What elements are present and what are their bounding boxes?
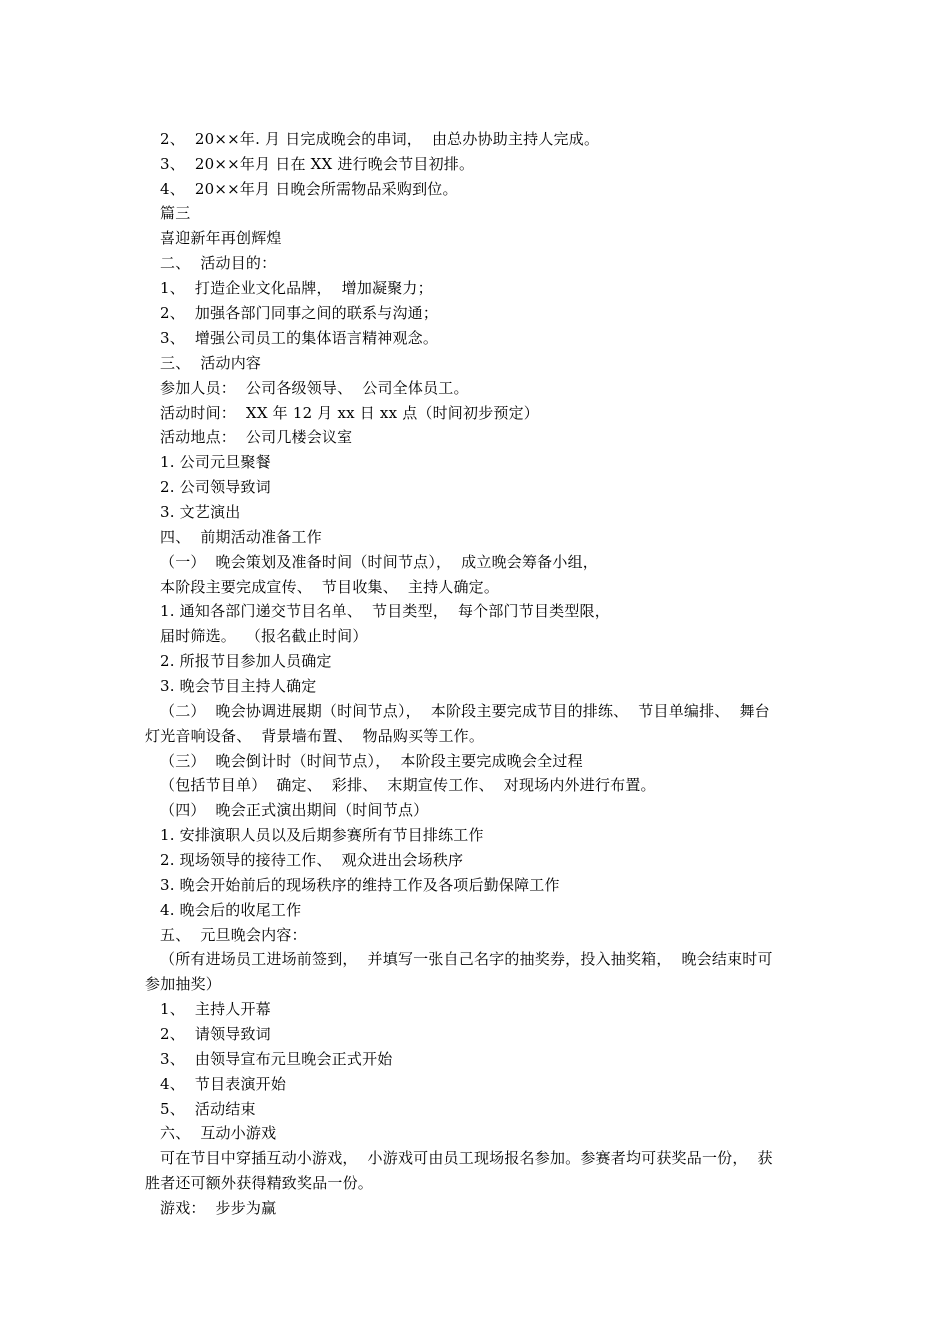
text-line: 胜者还可额外获得精致奖品一份。 bbox=[145, 1174, 374, 1192]
text-line: 可在节目中穿插互动小游戏， 小游戏可由员工现场报名参加。参赛者均可获奖品一份， 获 bbox=[160, 1149, 773, 1167]
section-heading: 五、 元旦晚会内容： bbox=[160, 926, 307, 944]
text-line: 灯光音响设备、 背景墙布置、 物品购买等工作。 bbox=[145, 727, 485, 745]
text-line: 3. 晚会开始前后的现场秩序的维持工作及各项后勤保障工作 bbox=[160, 876, 560, 894]
text-line: 2、 请领导致词 bbox=[160, 1025, 271, 1043]
text-line: （三） 晚会倒计时（时间节点）， 本阶段主要完成晚会全过程 bbox=[160, 752, 583, 770]
text-line: （一） 晚会策划及准备时间（时间节点）， 成立晚会筹备小组， bbox=[160, 553, 598, 571]
text-line: （四） 晚会正式演出期间（时间节点） bbox=[160, 801, 429, 819]
text-line: 本阶段主要完成宣传、 节目收集、 主持人确定。 bbox=[160, 578, 500, 596]
text-line: 1. 安排演职人员以及后期参赛所有节目排练工作 bbox=[160, 826, 484, 844]
text-line: 参加抽奖） bbox=[145, 975, 222, 993]
section-heading: 四、 前期活动准备工作 bbox=[160, 528, 322, 546]
text-line: 2. 所报节目参加人员确定 bbox=[160, 652, 332, 670]
text-line: （包括节目单） 确定、 彩排、 末期宣传工作、 对现场内外进行布置。 bbox=[160, 776, 656, 794]
text-line: （所有进场员工进场前签到， 并填写一张自己名字的抽奖券，投入抽奖箱， 晚会结束时可 bbox=[160, 950, 773, 968]
text-line: 1. 通知各部门递交节目名单、 节目类型， 每个部门节目类型限， bbox=[160, 602, 610, 620]
section-heading: 二、 活动目的： bbox=[160, 254, 277, 272]
text-line: 4. 晚会后的收尾工作 bbox=[160, 901, 302, 919]
text-line: 1、 打造企业文化品牌， 增加凝聚力； bbox=[160, 279, 433, 297]
text-line: 1. 公司元旦聚餐 bbox=[160, 453, 271, 471]
document-title: 喜迎新年再创辉煌 bbox=[160, 229, 282, 247]
section-heading: 篇三 bbox=[160, 204, 191, 222]
section-heading: 三、 活动内容 bbox=[160, 354, 262, 372]
text-line: 5、 活动结束 bbox=[160, 1100, 256, 1118]
text-line: 2. 现场领导的接待工作、 观众进出会场秩序 bbox=[160, 851, 464, 869]
text-line: 2. 公司领导致词 bbox=[160, 478, 271, 496]
text-line: 2、 加强各部门同事之间的联系与沟通； bbox=[160, 304, 439, 322]
text-line: 3、 20××年月 日在 XX 进行晚会节目初排。 bbox=[160, 155, 475, 173]
text-line: 3、 增强公司员工的集体语言精神观念。 bbox=[160, 329, 439, 347]
text-line: 活动时间： XX 年 12 月 xx 日 xx 点（时间初步预定） bbox=[160, 404, 539, 422]
text-line: 届时筛选。 （报名截止时间） bbox=[160, 627, 368, 645]
text-line: 参加人员： 公司各级领导、 公司全体员工。 bbox=[160, 379, 469, 397]
text-line: 3、 由领导宣布元旦晚会正式开始 bbox=[160, 1050, 393, 1068]
section-heading: 六、 互动小游戏 bbox=[160, 1124, 277, 1142]
text-line: 4、 20××年月 日晚会所需物品采购到位。 bbox=[160, 180, 458, 198]
text-line: 3. 晚会节目主持人确定 bbox=[160, 677, 317, 695]
text-line: （二） 晚会协调进展期（时间节点）， 本阶段主要完成节目的排练、 节目单编排、 舞台 bbox=[160, 702, 770, 720]
text-line: 活动地点： 公司几楼会议室 bbox=[160, 428, 353, 446]
text-line: 4、 节目表演开始 bbox=[160, 1075, 287, 1093]
text-line: 游戏： 步步为赢 bbox=[160, 1199, 277, 1217]
text-line: 2、 20××年. 月 日完成晚会的串词， 由总办协助主持人完成。 bbox=[160, 130, 600, 148]
text-line: 1、 主持人开幕 bbox=[160, 1000, 271, 1018]
text-line: 3. 文艺演出 bbox=[160, 503, 241, 521]
